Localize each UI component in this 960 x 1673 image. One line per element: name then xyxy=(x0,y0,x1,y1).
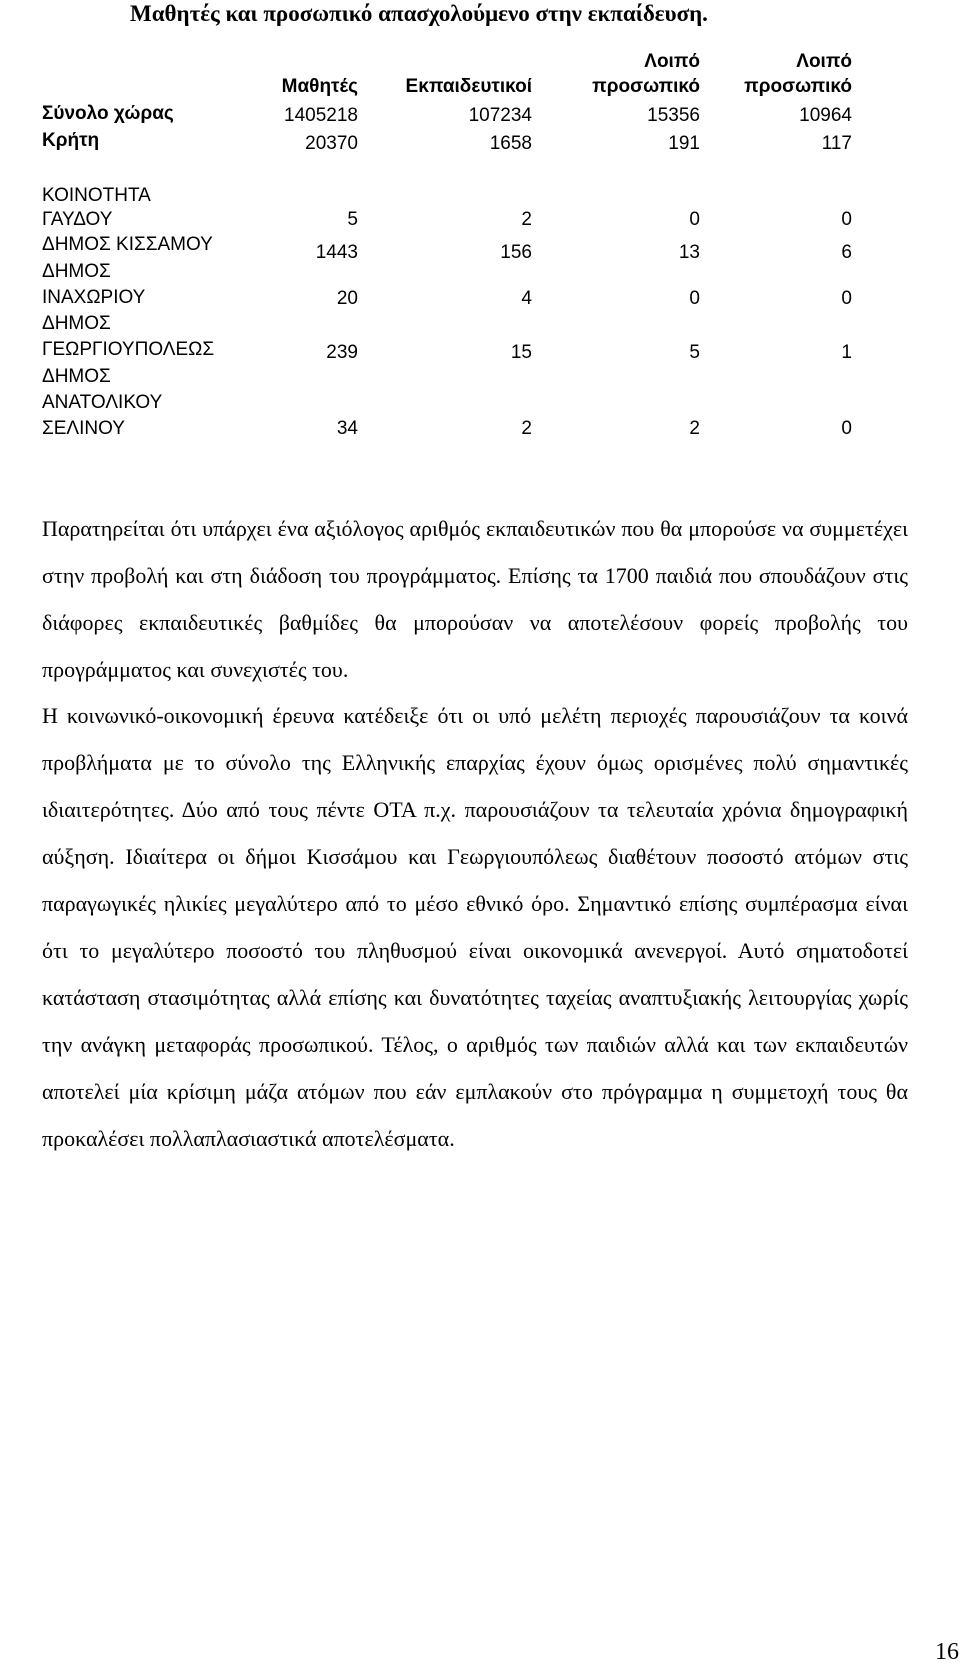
georgioupoli-teachers: 15 xyxy=(510,342,532,363)
kissamos-other-1: 13 xyxy=(678,242,700,263)
header-teachers: Εκπαιδευτικοί xyxy=(405,76,532,97)
row-label-gavdos-line1: ΚΟΙΝΟΤΗΤΑ xyxy=(42,185,151,206)
inachori-teachers: 4 xyxy=(521,288,532,309)
page-number: 16 xyxy=(935,1639,959,1665)
row-label-kissamos: ΔΗΜΟΣ ΚΙΣΣΑΜΟΥ xyxy=(42,234,213,255)
row-label-selino-line3: ΣΕΛΙΝΟΥ xyxy=(42,418,125,439)
row-label-georgioupoli-line2: ΓΕΩΡΓΙΟΥΠΟΛΕΩΣ xyxy=(42,339,215,360)
inachori-other-1: 0 xyxy=(689,288,700,309)
crete-other-2: 117 xyxy=(821,133,852,154)
row-label-inachori-line2: ΙΝΑΧΩΡΙΟΥ xyxy=(42,287,146,308)
kissamos-teachers: 156 xyxy=(500,242,532,263)
row-label-gavdos-line2: ΓΑΥΔΟΥ xyxy=(42,209,113,230)
row-label-inachori-line1: ΔΗΜΟΣ xyxy=(42,261,111,282)
page-title: Μαθητές και προσωπικό απασχολούμενο στην εκπαίδευση. xyxy=(130,1,708,26)
georgioupoli-other-2: 1 xyxy=(841,342,852,363)
country-other-1: 15356 xyxy=(647,105,700,126)
gavdos-other-1: 0 xyxy=(689,209,700,230)
header-other-staff-1-line1: Λοιπό xyxy=(644,51,700,72)
paragraph-2: Η κοινωνικό-οικονομική έρευνα κατέδειξε ότι οι υπό μελέτη περιοχές παρουσιάζουν τα κοινά προβλήματα με το σύνολο της Ελληνικής επαρχίας έχουν όμως ορισμένες πολύ σημαντικές ιδιαιτερότητες. Δύο από τους πέντε ΟΤΑ π.χ. παρουσιάζουν τα τελευταία χρόνια δημογραφική αύξηση. Ιδιαίτερα οι δήμοι Κισσάμου και Γεωργιουπόλεως διαθέτουν ποσοστό ατόμων στις παραγωγικές ηλικίες μεγαλύτερο από το μέσο εθνικό όρο. Σημαντικό επίσης συμπέρασμα είναι ότι το μεγαλύτερο ποσοστό του πληθυσμού είναι οικονομικά ανενεργοί. Αυτό σηματοδοτεί κατάσταση στασιμότητας αλλά επίσης και δυνατότητες ταχείας αναπτυξιακής λειτουργίας χωρίς την ανάγκη μεταφοράς προσωπικού. Τέλος, ο αριθμός των παιδιών αλλά και των εκπαιδευτών αποτελεί μία κρίσιμη μάζα ατόμων που εάν εμπλακούν στο πρόγραμμα η συμμετοχή τους θα προκαλέσει πολλαπλασιαστικά αποτελέσματα. xyxy=(42,703,908,1151)
row-label-selino-line1: ΔΗΜΟΣ xyxy=(42,366,111,387)
selino-teachers: 2 xyxy=(521,418,532,439)
country-other-2: 10964 xyxy=(799,105,852,126)
row-label-selino-line2: ΑΝΑΤΟΛΙΚΟΥ xyxy=(42,392,163,413)
row-label-country: Σύνολο χώρας xyxy=(42,103,174,124)
country-students: 1405218 xyxy=(284,105,358,126)
georgioupoli-students: 239 xyxy=(326,342,358,363)
inachori-other-2: 0 xyxy=(841,288,852,309)
header-other-staff-2-line2: προσωπικό xyxy=(744,76,852,97)
selino-other-2: 0 xyxy=(841,418,852,439)
inachori-students: 20 xyxy=(336,288,358,309)
country-teachers: 107234 xyxy=(468,105,532,126)
kissamos-other-2: 6 xyxy=(841,242,852,263)
kissamos-students: 1443 xyxy=(315,242,358,263)
selino-students: 34 xyxy=(336,418,358,439)
crete-teachers: 1658 xyxy=(489,133,532,154)
georgioupoli-other-1: 5 xyxy=(689,342,700,363)
gavdos-students: 5 xyxy=(347,209,358,230)
header-students: Μαθητές xyxy=(281,76,358,97)
selino-other-1: 2 xyxy=(689,418,700,439)
header-other-staff-2-line1: Λοιπό xyxy=(796,51,852,72)
row-label-georgioupoli-line1: ΔΗΜΟΣ xyxy=(42,313,111,334)
education-table xyxy=(0,0,960,470)
header-other-staff-1-line2: προσωπικό xyxy=(592,76,700,97)
crete-students: 20370 xyxy=(305,133,358,154)
gavdos-other-2: 0 xyxy=(841,209,852,230)
row-label-crete: Κρήτη xyxy=(42,130,100,151)
gavdos-teachers: 2 xyxy=(521,209,532,230)
paragraph-1: Παρατηρείται ότι υπάρχει ένα αξιόλογος αριθμός εκπαιδευτικών που θα μπορούσε να συμμετέχει στην προβολή και στη διάδοση του προγράμματος. Επίσης τα 1700 παιδιά που σπουδάζουν στις διάφορες εκπαιδευτικές βαθμίδες θα μπορούσαν να αποτελέσουν φορείς προβολής του προγράμματος και συνεχιστές του. xyxy=(42,516,908,682)
crete-other-1: 191 xyxy=(668,133,700,154)
